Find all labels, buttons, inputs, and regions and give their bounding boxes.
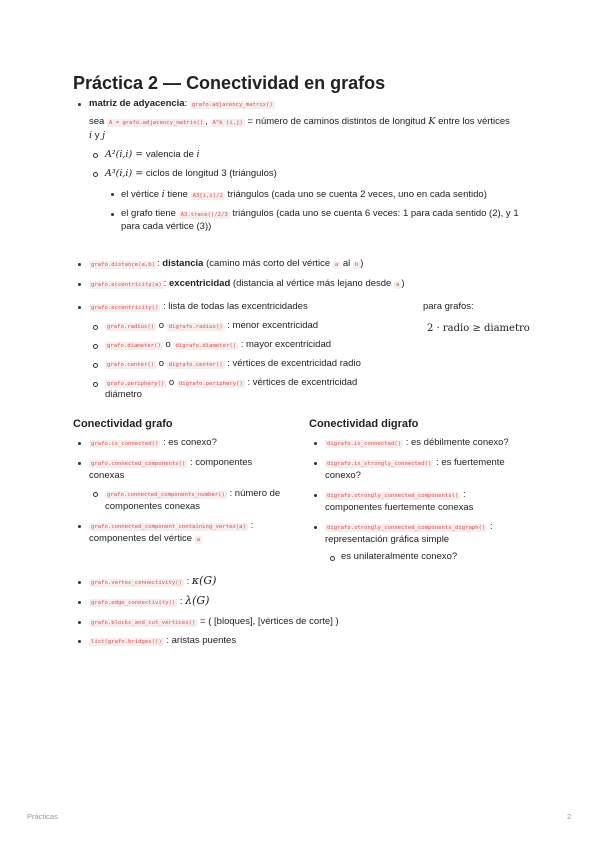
al-text: al — [342, 258, 351, 269]
s2-post2: para cada vértice (3)) — [121, 221, 212, 232]
bullet-open — [93, 153, 98, 158]
s2-post: triángulos (cada uno se cuenta 6 veces: 1 para cada sentido (2), y 1 — [232, 208, 519, 219]
desc-mid: entre los vértices — [438, 116, 510, 127]
code-radius: grafo.radius() — [107, 324, 155, 330]
s2-pre: el grafo tiene — [121, 208, 176, 219]
bullet-open — [93, 344, 98, 349]
is-connected-item — [89, 437, 217, 450]
bullet — [111, 213, 114, 216]
bridges-text: : aristas puentes — [166, 635, 237, 646]
bullet — [78, 283, 81, 286]
sub1-text: valencia de — [145, 149, 194, 160]
sep: : — [163, 278, 167, 289]
sub-sub-item-2 — [121, 208, 519, 221]
y-text: y — [94, 130, 100, 141]
eccentricity-text: (distancia al vértice más lejano desde — [232, 278, 392, 289]
bullet — [78, 462, 81, 465]
digraph-is-connected-item — [325, 437, 509, 450]
code-digraph-periphery: digrafo.periphery() — [178, 381, 243, 387]
code-a-var: a — [196, 537, 200, 543]
bullet — [78, 621, 81, 624]
page-title: Práctica 2 — Conectividad en grafos — [73, 73, 386, 93]
bullet — [78, 442, 81, 445]
bullet — [78, 601, 81, 604]
cc-number-item — [105, 488, 280, 501]
s1-post: triángulos (cada uno se cuenta 2 veces, uno en cada sentido) — [227, 189, 487, 200]
var-j: j — [102, 130, 106, 141]
code-periphery: grafo.periphery() — [107, 381, 165, 387]
s1-mid: tiene — [167, 189, 188, 200]
code-a-var: a — [395, 282, 400, 288]
diameter-item — [105, 339, 331, 352]
sub-sub-item-1 — [121, 189, 487, 202]
var-k: K — [428, 116, 436, 127]
strongly-connected-text: : es fuertemente — [436, 457, 505, 468]
edge-connectivity-item — [89, 595, 209, 609]
o-text: o — [158, 358, 165, 369]
bullet-open — [93, 172, 98, 177]
code-digraph-is-connected: digrafo.is_connected() — [327, 441, 402, 447]
vertex-connectivity-item — [89, 575, 216, 589]
code-adjacency-matrix: grafo.adjacency_matrix() — [191, 102, 273, 108]
code-cc-number: grafo.connected_components_number() — [107, 492, 225, 498]
heading-conectividad-digrafo: Conectividad digrafo — [309, 418, 419, 430]
bullet — [314, 462, 317, 465]
scc-digraph-text: representación gráfica simple — [325, 534, 450, 545]
eccentricity-label: excentricidad — [169, 278, 231, 289]
strongly-connected-item — [325, 457, 505, 470]
adjacency-desc: sea A = grafo.adjacency_matrix() , A^k (i,j) = número de caminos distintos de longitud K entre los vértices — [89, 116, 510, 127]
sep: : — [179, 596, 183, 607]
adjacency-item: matriz de adyacencia: grafo.adjacency_matrix() — [89, 98, 273, 109]
bullet-open — [93, 492, 98, 497]
sep: : — [462, 489, 466, 500]
code-center: grafo.center() — [107, 362, 155, 368]
cc-containing-text — [89, 533, 202, 546]
periphery-item — [105, 377, 357, 390]
side-formula: 2 · radio ≥ diametro — [427, 323, 530, 334]
cc-number-text-2: componentes conexas — [105, 501, 201, 512]
bullet — [111, 193, 114, 196]
bullet — [314, 442, 317, 445]
sub2-text: ciclos de longitud 3 (triángulos) — [145, 168, 277, 179]
sep: : — [157, 258, 160, 269]
radius-item — [105, 320, 318, 333]
o-text: o — [168, 377, 175, 388]
code-scc-digraph: digrafo.strongly_connected_components_digraph() — [327, 525, 486, 531]
distance-item — [89, 258, 363, 271]
paren: ) — [360, 258, 364, 269]
distance-label: distancia — [162, 258, 204, 269]
cc-number-text: : número de — [229, 488, 281, 499]
bullet — [78, 525, 81, 528]
digraph-is-connected-text: : es débilmente conexo? — [405, 437, 509, 448]
code-eccentricity: grafo.eccentricity(a) — [91, 282, 162, 288]
eccentricity-item — [89, 278, 405, 291]
bullet — [78, 103, 81, 106]
side-label: para grafos: — [423, 301, 474, 312]
code-scc: digrafo.strongly_connected_components() — [327, 493, 459, 499]
bullet — [78, 581, 81, 584]
code-a3-trace: A3.trace()/2/3 — [180, 212, 228, 218]
sep: : — [186, 576, 190, 587]
bullet-open — [330, 556, 335, 561]
center-text: : vértices de excentricidad radio — [227, 358, 361, 369]
sub-item-a3 — [105, 168, 277, 180]
code-is-connected: grafo.is_connected() — [91, 441, 159, 447]
cc-text-2: conexas — [89, 470, 125, 481]
sep: : — [489, 521, 493, 532]
bullet — [78, 263, 81, 266]
code-digraph-radius: digrafo.radius() — [168, 324, 223, 330]
code-a3-ii: A3[i,i]/2 — [192, 193, 223, 199]
adjacency-desc-2 — [89, 130, 105, 142]
eccentricities-item — [89, 301, 308, 314]
bullet — [78, 640, 81, 643]
o-text: o — [165, 339, 171, 350]
adjacency-label: matriz de adyacencia — [89, 98, 185, 109]
code-distance: grafo.distance(a,b) — [91, 262, 155, 268]
sub-item-a2 — [105, 149, 200, 161]
connected-components-item — [89, 457, 252, 470]
periphery-text-2: diámetro — [105, 389, 142, 400]
distance-text: (camino más corto del vértice — [206, 258, 331, 269]
code-b-var: b — [354, 262, 359, 268]
is-connected-text: : es conexo? — [163, 437, 217, 448]
code-bridges: list(grafo.bridges()) — [91, 639, 162, 645]
paren: ) — [401, 278, 405, 289]
unilateral-item: es unilateralmente conexo? — [341, 551, 458, 562]
scc-text: componentes fuertemente conexas — [325, 502, 474, 513]
code-diameter: grafo.diameter() — [107, 343, 161, 349]
cc-text: : componentes — [189, 457, 253, 468]
radius-text: : menor excentricidad — [227, 320, 319, 331]
periphery-text: : vértices de excentricidad — [247, 377, 358, 388]
heading-conectividad-grafo: Conectividad grafo — [73, 418, 173, 430]
code-a-var: a — [334, 262, 339, 268]
center-item — [105, 358, 361, 371]
bullet-open — [93, 382, 98, 387]
math-kappa: κ(G) — [191, 574, 217, 587]
var-i: i — [89, 130, 93, 141]
cc-containing-item — [89, 520, 253, 533]
code-cc-containing: grafo.connected_component_containing_vertex(a) — [91, 524, 246, 530]
code-blocks-cut-vertices: grafo.blocks_and_cut_vertices() — [91, 620, 196, 626]
bullet — [78, 306, 81, 309]
code-a: A = grafo.adjacency_matrix() — [108, 120, 204, 126]
bullet — [314, 526, 317, 529]
footer-label: Prácticas — [27, 812, 58, 821]
bullet-open — [93, 363, 98, 368]
code-ak: A^k (i,j) — [212, 120, 243, 126]
var-i-3: i — [161, 189, 165, 200]
math-a3: A³(i,i) = — [105, 168, 144, 179]
blocks-text: = ( [bloques], [vértices de corte] ) — [200, 616, 339, 627]
desc-pre: = número de caminos distintos de longitud — [247, 116, 426, 127]
code-edge-connectivity: grafo.edge_connectivity() — [91, 600, 176, 606]
code-vertex-connectivity: grafo.vertex_connectivity() — [91, 580, 182, 586]
code-eccentricities: grafo.eccentricity() — [91, 305, 159, 311]
bullet — [314, 494, 317, 497]
diameter-text: : mayor excentricidad — [240, 339, 332, 350]
sea-text: sea — [89, 116, 105, 127]
scc-item — [325, 489, 466, 502]
cc-containing-label: componentes del vértice — [89, 533, 192, 544]
math-a2: A²(i,i) = — [105, 149, 144, 160]
page-number: 2 — [567, 812, 572, 821]
math-lambda: λ(G) — [185, 594, 210, 607]
var-i-2: i — [196, 149, 200, 160]
bullet-open — [93, 325, 98, 330]
code-digraph-center: digrafo.center() — [168, 362, 223, 368]
sep: : — [250, 520, 254, 531]
blocks-item — [89, 616, 339, 629]
code-connected-components: grafo.connected_components() — [91, 461, 186, 467]
scc-digraph-item — [325, 521, 493, 534]
code-is-strongly-connected: digrafo.is_strongly_connected() — [327, 461, 432, 467]
eccentricities-text: : lista de todas las excentricidades — [163, 301, 308, 312]
o-text: o — [158, 320, 165, 331]
code-digraph-diameter: digrafo.diameter() — [175, 343, 237, 349]
s1-pre: el vértice — [121, 189, 160, 200]
strongly-connected-text-2: conexo? — [325, 470, 361, 481]
bridges-item — [89, 635, 236, 648]
